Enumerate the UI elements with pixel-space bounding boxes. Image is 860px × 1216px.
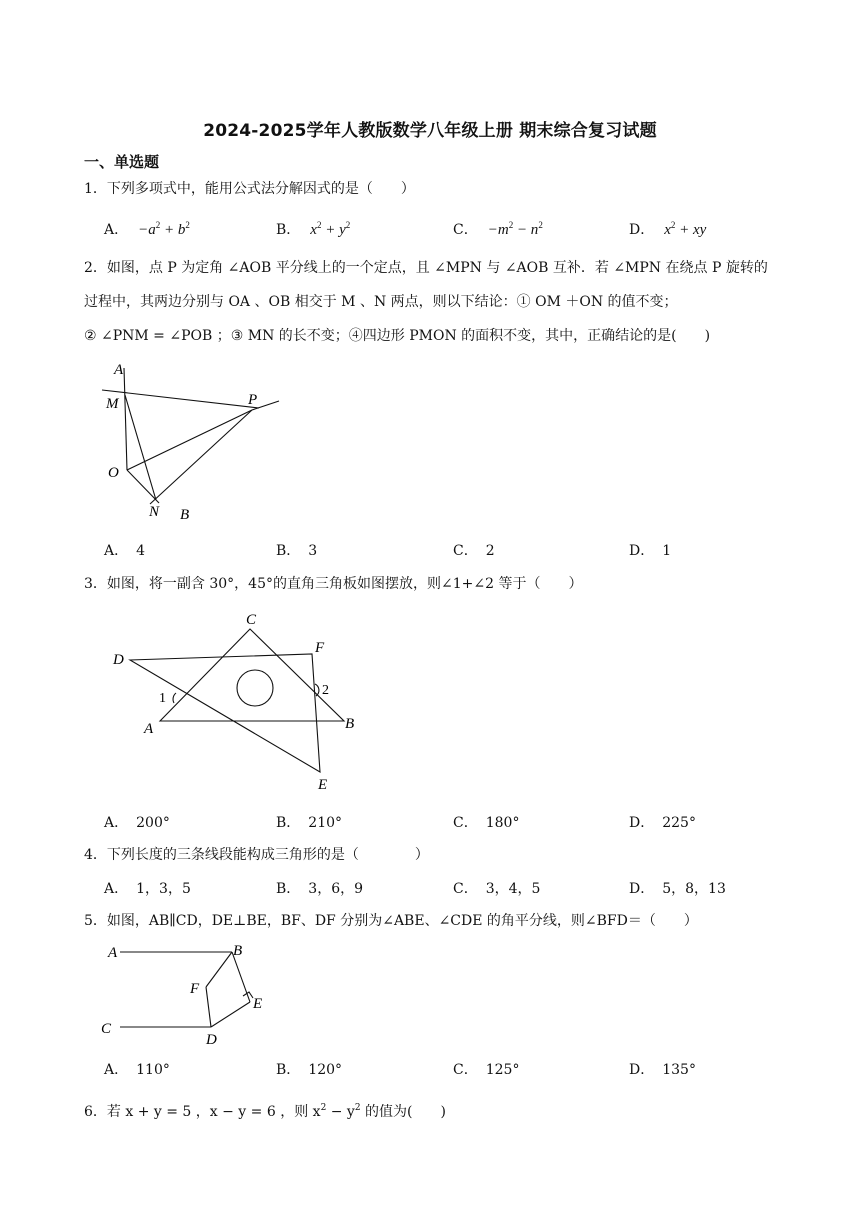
q3-label-e: E xyxy=(318,777,328,793)
q5-label-a: A xyxy=(108,945,118,961)
q3-label-b: B xyxy=(345,716,355,732)
question-5-options xyxy=(104,1059,784,1079)
question-1-options xyxy=(104,219,784,239)
q3-label-a: A xyxy=(144,721,154,737)
question-2-stem-line-1: 2．如图，点 P 为定角 ∠AOB 平分线上的一个定点，且 ∠MPN 与 ∠AOB 互补．若 ∠MPN 在绕点 P 旋转的 xyxy=(84,260,768,276)
q4-option-c[interactable]: C． 3，4，5 xyxy=(453,881,541,897)
q5-label-d: D xyxy=(206,1032,217,1048)
q2-label-m: M xyxy=(106,396,119,412)
question-1-stem: 1．下列多项式中，能用公式法分解因式的是（ ） xyxy=(84,181,415,197)
q1-option-b[interactable]: B． $x^2 + y^2$ xyxy=(276,220,351,238)
q3-option-d[interactable]: D． 225° xyxy=(629,815,696,831)
q3-option-b[interactable]: B． 210° xyxy=(276,815,343,831)
q3-label-angle-2: 2 xyxy=(322,683,329,698)
q2-label-o: O xyxy=(108,465,119,481)
question-3-stem: 3．如图，将一副含 30°，45°的直角三角板如图摆放，则∠1+∠2 等于（ ） xyxy=(84,576,583,592)
q2-option-b[interactable]: B． 3 xyxy=(276,543,318,559)
q1-option-a-math: $-a^2 + b^2$ xyxy=(138,220,190,238)
q1-option-d[interactable]: D． $x^2$ + xy xyxy=(629,220,707,238)
q2-label-a: A xyxy=(114,362,124,378)
q5-label-b: B xyxy=(233,943,243,959)
question-4-options xyxy=(104,878,784,898)
q5-option-a[interactable]: A． 110° xyxy=(104,1062,170,1078)
q1-option-b-math: $x^2 + y^2$ xyxy=(310,220,351,238)
question-2-figure xyxy=(94,358,294,528)
q3-label-angle-1: 1 xyxy=(159,691,166,706)
q5-label-e: E xyxy=(253,996,263,1012)
q3-label-f: F xyxy=(315,640,325,656)
q2-option-a[interactable]: A． 4 xyxy=(104,543,146,559)
question-4-stem: 4．下列长度的三条线段能构成三角形的是（ ） xyxy=(84,847,429,863)
question-2-stem-line-3: ② ∠PNM = ∠POB ；③ MN 的长不变；④四边形 PMON 的面积不变，其中，正确结论的是( ) xyxy=(84,328,711,344)
q2-option-d[interactable]: D． 1 xyxy=(629,543,672,559)
q2-label-p: P xyxy=(248,392,258,408)
q1-option-a[interactable]: A． $-a^2 + b^2$ xyxy=(104,220,190,238)
q5-option-b[interactable]: B． 120° xyxy=(276,1062,343,1078)
q3-option-a[interactable]: A． 200° xyxy=(104,815,170,831)
question-2-options xyxy=(104,540,784,560)
q5-option-d[interactable]: D． 135° xyxy=(629,1062,696,1078)
q4-option-b[interactable]: B． 3，6，9 xyxy=(276,881,364,897)
q4-option-d[interactable]: D． 5，8，13 xyxy=(629,881,726,897)
q3-label-c: C xyxy=(246,612,257,628)
question-3-figure xyxy=(104,604,374,794)
q5-label-c: C xyxy=(101,1021,112,1037)
q1-option-c[interactable]: C． $-m^2 - n^2$ xyxy=(453,220,543,238)
q1-option-c-math: $-m^2 - n^2$ xyxy=(487,220,543,238)
q5-label-f: F xyxy=(190,981,200,997)
q5-option-c[interactable]: C． 125° xyxy=(453,1062,520,1078)
question-5-stem: 5．如图，AB∥CD，DE⊥BE，BF、DF 分别为∠ABE、∠CDE 的角平分线，则∠BFD＝（ ） xyxy=(84,913,698,929)
q1-option-d-math: $x^2$ + xy xyxy=(664,220,707,238)
q3-label-d: D xyxy=(113,652,124,668)
q2-label-n: N xyxy=(149,504,160,520)
q3-option-c[interactable]: C． 180° xyxy=(453,815,520,831)
question-2-stem-line-2: 过程中，其两边分别与 OA 、OB 相交于 M 、N 两点，则以下结论：① OM ＋ON 的值不变； xyxy=(84,294,678,310)
q4-option-a[interactable]: A． 1，3，5 xyxy=(104,881,191,897)
q2-label-b: B xyxy=(180,507,190,523)
question-5-figure xyxy=(96,938,286,1053)
page-title: 2024-2025学年人教版数学八年级上册 期末综合复习试题 xyxy=(203,121,657,141)
question-6-stem: 6．若 x + y = 5 ，x − y = 6 ，则 $x^2 - y^2$ 的值为( ) xyxy=(84,1103,446,1120)
question-3-options xyxy=(104,812,784,832)
q2-option-c[interactable]: C． 2 xyxy=(453,543,495,559)
section-heading: 一、单选题 xyxy=(84,153,160,171)
